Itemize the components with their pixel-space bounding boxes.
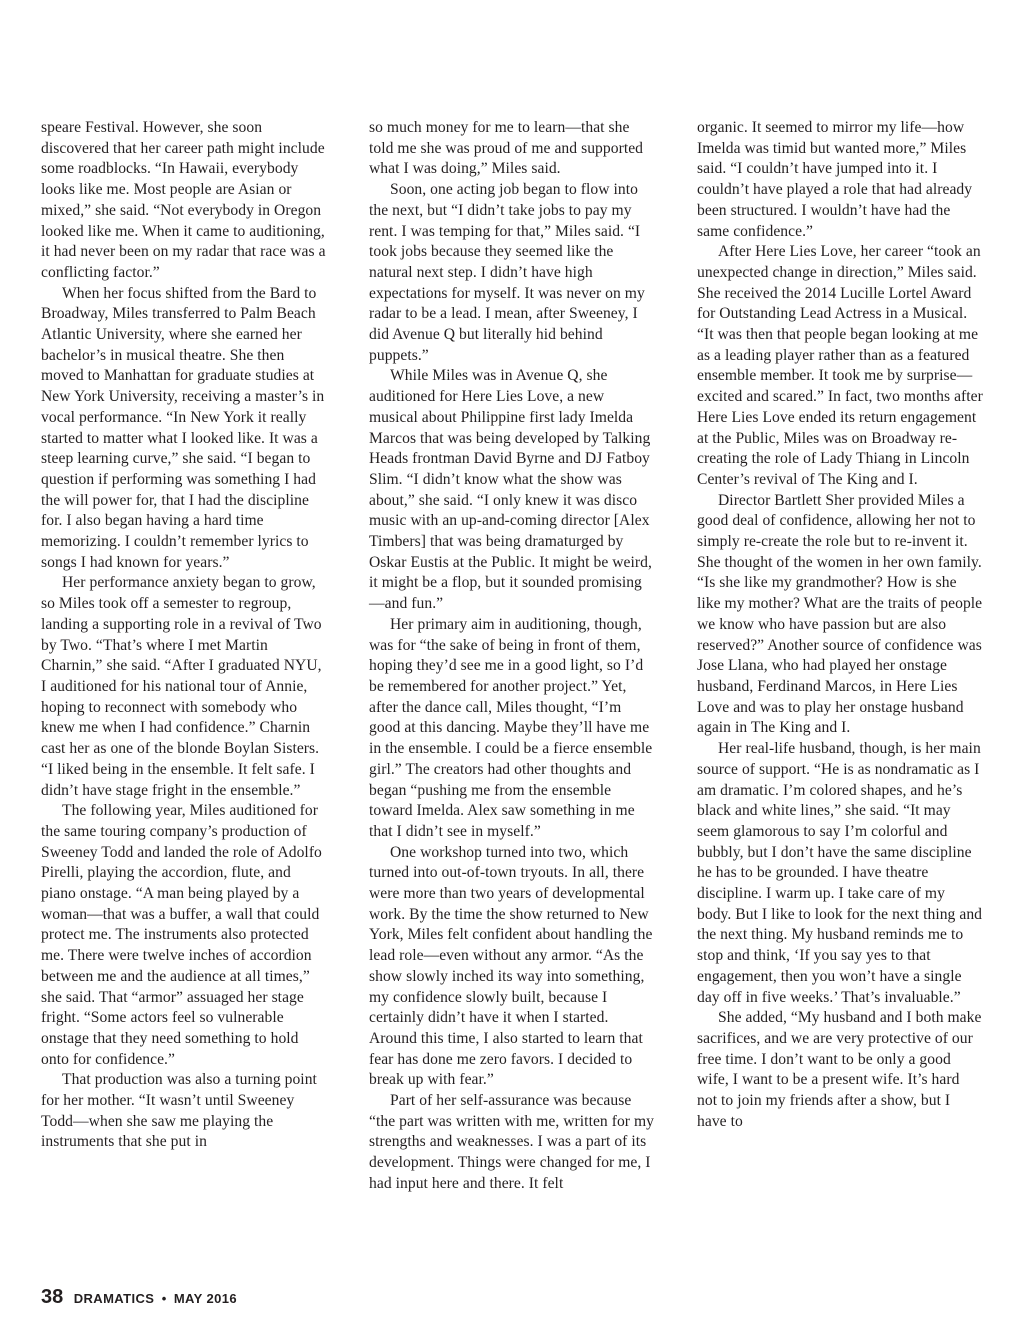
paragraph: Her real-life husband, though, is her main source of support. “He is as nondramatic as I am dramatic. I’m colored shapes, and he’s black and white lines,” she said. “It may seem glamorous to say I’m colorful and bubbly, but I don’t have the same discipline he has to be grounded. I have theatre discipline. I warm up. I take care of my body. But I like to look for the next thing and the next thing. My husband reminds me to stop and think, ‘If you say yes to that engagement, then you won’t have a single day off in five weeks.’ That’s invaluable.”: [697, 740, 983, 1006]
paragraph: Her performance anxiety began to grow, so Miles took off a semester to regroup, landing a supporting role in a revival of Two by Two. “That’s where I met Martin Charnin,” she said. “After I graduated NYU, I auditioned for his national tour of Annie, hoping to reconnect with somebody who knew me when I had confidence.” Charnin cast her as one of the blonde Boylan Sisters. “I liked being in the ensemble. It felt safe. I didn’t have stage fright in the ensemble.”: [41, 574, 322, 799]
paragraph: That production was also a turning point for her mother. “It wasn’t until Sweeney Todd—when she saw me playing the instruments that she put in: [41, 1071, 317, 1151]
paragraph: While Miles was in Avenue Q, she auditioned for Here Lies Love, a new musical about Philippine first lady Imelda Marcos that was being developed by Talking Heads frontman David Byrne and DJ Fatboy Slim. “I didn’t know what the show was about,” she said. “I only knew it was disco music with an up-and-coming director [Alex Timbers] that was being dramaturged by Oskar Eustis at the Public. It might be weird, it might be a flop, but it sounded promising—and fun.”: [369, 367, 652, 613]
article-column-3: [697, 118, 983, 1132]
paragraph: so much money for me to learn—that she told me she was proud of me and supported what I was doing,” Miles said.: [369, 119, 644, 178]
page-number: 38: [41, 1286, 64, 1308]
paragraph: Her primary aim in auditioning, though, was for “the sake of being in front of them, hoping they’d see me in a good light, so I’d be remembered for another project.” Yet, after the dance call, Miles thought, “I’m good at this dancing. Maybe they’ll have me in the ensemble. I could be a fierce ensemble girl.” The creators had other thoughts and began “pushing me from the ensemble toward Imelda. Alex saw something in me that I didn’t see in myself.”: [369, 615, 653, 840]
paragraph: Soon, one acting job began to flow into the next, but “I didn’t take jobs to pay my rent. I was temping for that,” Miles said. “I took jobs because they seemed like the natural next step. I didn’t have high expectations for myself. It was never on my radar to be a lead. I mean, after Sweeney, I did Avenue Q but literally hid behind puppets.”: [369, 181, 645, 364]
page-footer: [41, 1286, 237, 1309]
article-column-1: [41, 118, 327, 1153]
paragraph: She added, “My husband and I both make sacrifices, and we are very protective of our free time. I don’t want to be only a good wife, I want to be a present wife. It’s hard not to join my friends after a show, but I have to: [697, 1009, 982, 1130]
magazine-name: DRAMATICS: [73, 1291, 155, 1306]
paragraph: After Here Lies Love, her career “took an unexpected change in direction,” Miles said. She received the 2014 Lucille Lortel Award for Outstanding Lead Actress in a Musical. “It was then that people began looking at me as a leading player rather than as a featured ensemble member. It took me by surprise—excited and scared.” In fact, two months after Here Lies Love ended its return engagement at the Public, Miles was on Broadway re-creating the role of Lady Thiang in Lincoln Center’s revival of The King and I.: [697, 243, 983, 488]
paragraph: Director Bartlett Sher provided Miles a good deal of confidence, allowing her not to simply re-create the role but to re-invent it. She thought of the women in her own family. “Is she like my grandmother? How is she like my mother? What are the traits of people we know who have passion but are also reserved?” Another source of confidence was Jose Llana, who had played her onstage husband, Ferdinand Marcos, in Here Lies Love and was to play her onstage husband again in The King and I.: [697, 491, 983, 737]
paragraph: One workshop turned into two, which turned into out-of-town tryouts. In all, there were more than two years of developmental work. By the time the show returned to New York, Miles felt confident about handling the lead role—even without any armor. “As the show slowly inched its way into something, my confidence slowly built, because I certainly didn’t have it when I started. Around this time, I also started to learn that fear has done me zero favors. I decided to break up with fear.”: [369, 843, 653, 1089]
paragraph: speare Festival. However, she soon discovered that her career path might include some roadblocks. “In Hawaii, everybody looks like me. Most people are Asian or mixed,” she said. “Not everybody in Oregon looked like me. When it came to auditioning, it had never been on my radar that race was a conflicting factor.”: [41, 119, 326, 281]
issue-date: MAY 2016: [173, 1291, 238, 1306]
paragraph: When her focus shifted from the Bard to Broadway, Miles transferred to Palm Beach Atlantic University, where she earned her bachelor’s in musical theatre. She then moved to Manhattan for graduate studies at New York University, receiving a master’s in vocal performance. “In New York it really started to matter what I looked like. It was a steep learning curve,” she said. “I began to question if performing was something I had the will power for, that I had the discipline for. I also began having a hard time memorizing. I couldn’t remember lyrics to songs I had known for years.”: [41, 284, 325, 571]
article-column-2: [369, 118, 655, 1195]
footer-separator: •: [161, 1291, 167, 1306]
paragraph: The following year, Miles auditioned for the same touring company’s production of Sweeney Todd and landed the role of Adolfo Pirelli, playing the accordion, flute, and piano onstage. “A man being played by a woman—that was a buffer, a wall that could protect me. The instruments also protected me. There were twelve inches of accordion between me and the audience at all times,” she said. That “armor” assuaged her stage fright. “Some actors feel so vulnerable onstage that they need something to hold onto for confidence.”: [41, 802, 322, 1068]
paragraph: organic. It seemed to mirror my life—how Imelda was timid but wanted more,” Miles said. “I couldn’t have jumped into it. I couldn’t have played a role that had already been structured. I wouldn’t have had the same confidence.”: [697, 119, 973, 240]
paragraph: Part of her self-assurance was because “the part was written with me, written for my strengths and weaknesses. I was a part of its development. Things were changed for me, I had input here and there. It felt: [369, 1092, 655, 1192]
